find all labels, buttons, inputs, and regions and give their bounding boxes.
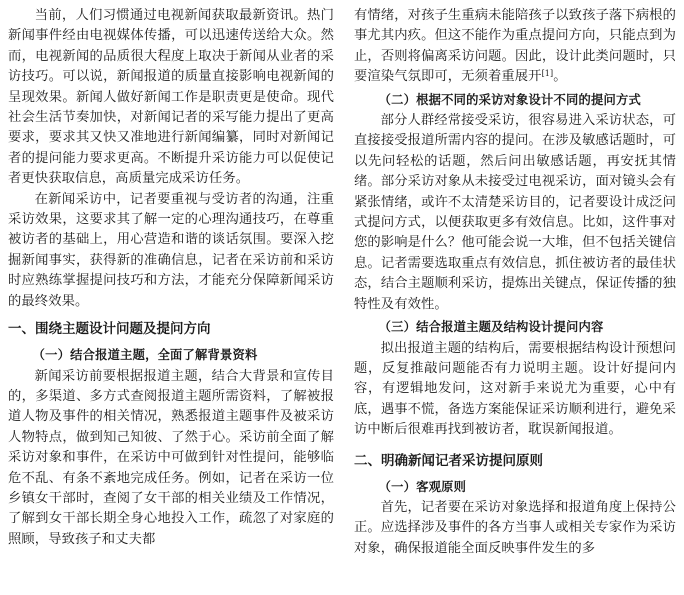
subsection-1-2-heading: （二）根据不同的采访对象设计不同的提问方式 xyxy=(378,91,642,107)
continued-paragraph-text: 有情绪，对孩子生重病未能陪孩子以致孩子落下病根的事尤其内疚。但这不能作为重点提问方向，只能点到为止，否则将偏离采访问题。因此，设计此类问题时，只要渲染气氛即可，无须着重展开 xyxy=(354,8,676,85)
subsection-1-1-paragraph: 新闻采访前要根据报道主题，结合大背景和宣传目的，多渠道、多方式查阅报道主题所需资料，了解被报道人物及事件的相关情况，熟悉报道主题事件及被采访人物特点，做到知己知彼、了然于心。采访前全面了解采访对象和事件，在采访中可做到针对性提问，能够临危不乱、有条不紊地完成任务。例如，记者在采访一位乡镇女干部时，查阅了女干部的相关业绩及工作情况，了解到女干部长期全身心地投入工作，疏忽了对家庭的照顾，导致孩子和丈夫都 xyxy=(8,368,334,547)
subsection-1-3-paragraph: 拟出报道主题的结构后，需要根据结构设计预想问题，反复推敲问题能否有力说明主题。设计好提问内容，有逻辑地发问，这对新手来说尤为重要，心中有底，遇事不慌，备选方案能保证采访顺利进行，避免采访中断后很难再找到被访者，耽误新闻报道。 xyxy=(354,340,676,438)
subsection-1-1-heading: （一）结合报道主题，全面了解背景资料 xyxy=(32,347,258,363)
subsection-2-1-heading: （一）客观原则 xyxy=(378,478,467,494)
citation-reference: [1] xyxy=(541,69,554,79)
right-column xyxy=(354,6,676,559)
subsection-1-3-heading: （三）结合报道主题及结构设计提问内容 xyxy=(378,319,604,335)
section-2-heading: 二、明确新闻记者采访提问原则 xyxy=(354,452,543,469)
subsection-1-2-paragraph: 部分人群经常接受采访，很容易进入采访状态，可直接接受报道所需内容的提问。在涉及敏感话题时，可以先问轻松的话题，然后问出敏感话题，再安抚其情绪。部分采访对象从未接受过电视采访，面对镜头会有紧张情绪，或许不太清楚采访目的，记者要设计成泛问式提问方式，以便获取更多有效信息。比如，这件事对您的影响是什么？他可能会说一大堆，但不包括关键信息。记者需要选取重点有效信息，抓住被访者的最佳状态，结合主题顺利采访，提炼出关键点，保证传播的独特性及有效性。 xyxy=(354,113,676,312)
section-1-heading: 一、围绕主题设计问题及提问方向 xyxy=(8,321,211,338)
subsection-2-1-paragraph: 首先，记者要在采访对象选择和报道角度上保持公正。应选择涉及事件的各方当事人或相关专家作为采访对象，确保报道能全面反映事件发生的多 xyxy=(354,499,676,556)
intro-paragraph-2: 在新闻采访中，记者要重视与受访者的沟通，注重采访效果，这要求其了解一定的心理沟通技巧，在尊重被访者的基础上，用心营造和谐的谈话氛围。要深入挖掘新闻事实，获得新的准确信息，记者在采访前和采访时应熟练掌握提问技巧和方法，才能充分保障新闻采访的最终效果。 xyxy=(8,191,334,309)
continued-paragraph xyxy=(354,6,676,88)
continued-paragraph-end: 。 xyxy=(553,69,567,85)
left-column xyxy=(8,6,334,550)
intro-paragraph-1: 当前，人们习惯通过电视新闻获取最新资讯。热门新闻事件经由电视媒体传播，可以迅速传送给大众。然而，电视新闻的品质很大程度上取决于新闻从业者的采访技巧。可以说，新闻报道的质量直接影响电视新闻的呈现效果。新闻人做好新闻工作是职责更是使命。现代社会生活节奏加快，对新闻记者的采写能力提出了更高要求，要求其又快又准地进行新闻编纂，同时对新闻记者的提问能力要求更高。不断提升采访能力可以促使记者更快获取信息，高质量完成采访任务。 xyxy=(8,8,334,187)
